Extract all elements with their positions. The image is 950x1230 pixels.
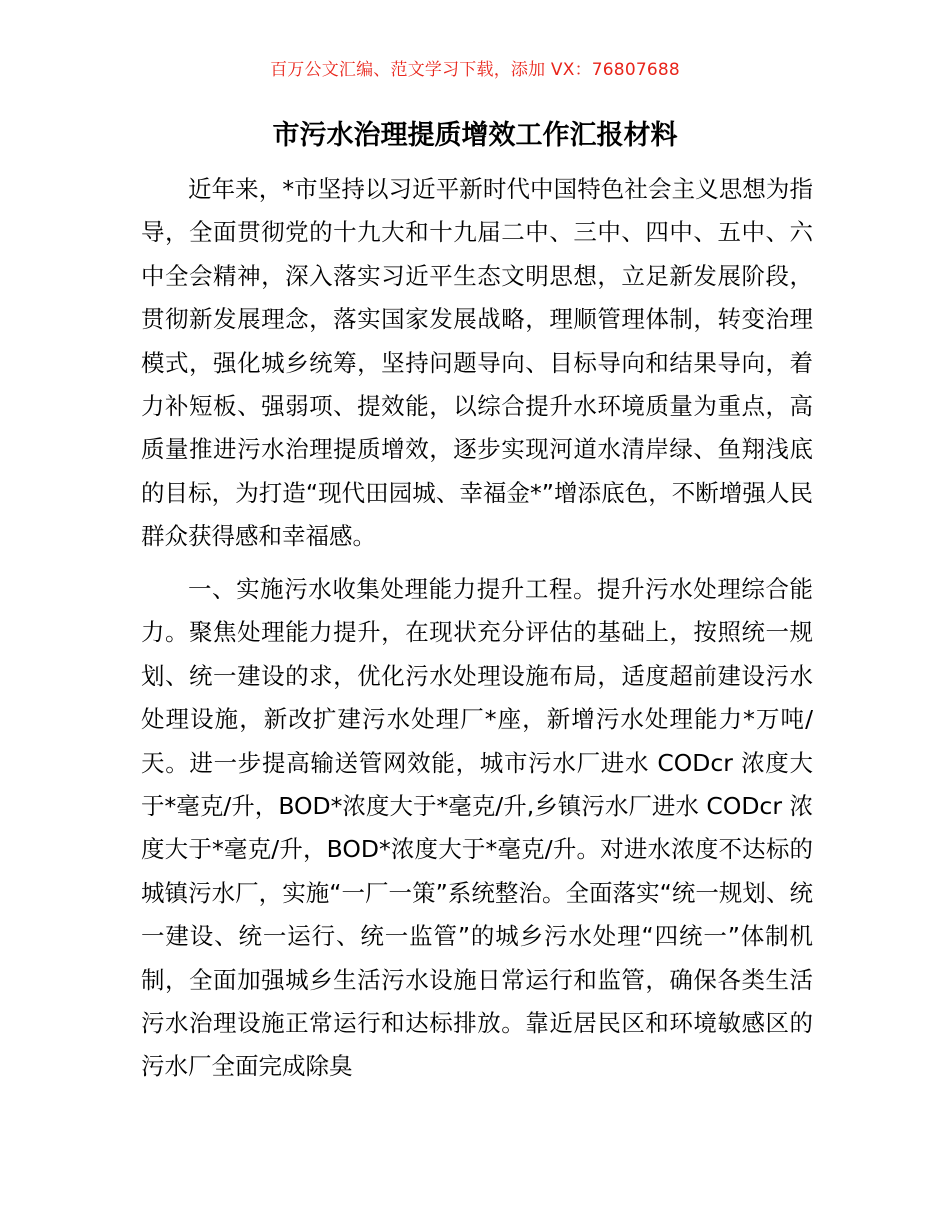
document-title: 市污水治理提质增效工作汇报材料: [272, 120, 678, 151]
paragraph-intro: 近年来，*市坚持以习近平新时代中国特色社会主义思想为指导，全面贯彻党的十九大和十九届二中、三中、四中、五中、六中全会精神，深入落实习近平生态文明思想，立足新发展阶段，贯彻新发展理念，落实国家发展战略，理顺管理体制，转变治理模式，强化城乡统筹，坚持问题导向、目标导向和结果导向，着力补短板、强弱项、提效能，以综合提升水环境质量为重点，高质量推进污水治理提质增效，逐步实现河道水清岸绿、鱼翔浅底的目标，为打造“现代田园城、幸福金*”增添底色，不断增强人民群众获得感和幸福感。: [141, 175, 813, 551]
paragraph-section-one: 一、实施污水收集处理能力提升工程。提升污水处理综合能力。聚焦处理能力提升，在现状充分评估的基础上，按照统一规划、统一建设的求，优化污水处理设施布局，适度超前建设污水处理设施，新改扩建污水处理厂*座，新增污水处理能力*万吨/天。进一步提高输送管网效能，城市污水厂进水 CODcr 浓度大于*毫克/升，BOD*浓度大于*毫克/升,乡镇污水厂进水 CODcr 浓度大于*毫克/升，BOD*浓度大于*毫克/升。对进水浓度不达标的城镇污水厂，实施“一厂一策”系统整治。全面落实“统一规划、统一建设、统一运行、统一监管”的城乡污水处理“四统一”体制机制，全面加强城乡生活污水设施日常运行和监管，确保各类生活污水治理设施正常运行和达标排放。靠近居民区和环境敏感区的污水厂全面完成除臭: [141, 575, 813, 1081]
header-watermark-note: 百万公文汇编、范文学习下载，添加 VX：76807688: [270, 60, 680, 80]
